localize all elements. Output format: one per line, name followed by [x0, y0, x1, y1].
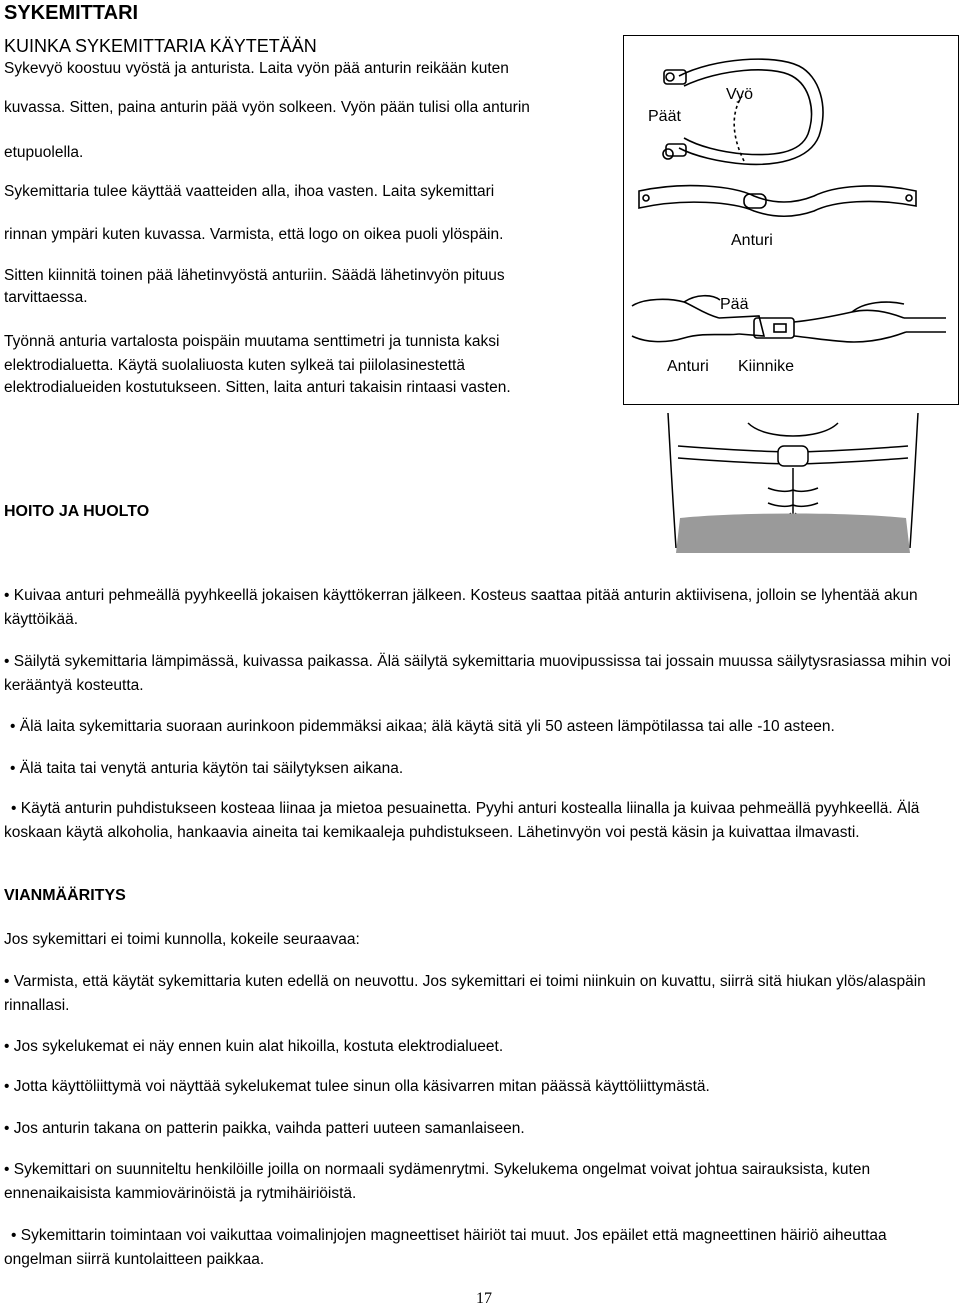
intro-line: Sykemittaria tulee käyttää vaatteiden alla, ihoa vasten. Laita sykemittari: [4, 183, 495, 200]
label-paa: Pää: [720, 296, 749, 313]
care-item: • Kuivaa anturi pehmeällä pyyhkeellä jokaisen käyttökerran jälkeen. Kosteus saattaa pitää anturin aktiivisena, jolloin se lyhentää akun käyttöikää.: [4, 587, 918, 628]
troubleshooting-heading: VIANMÄÄRITYS: [4, 887, 126, 904]
troubleshooting-item: • Jos sykelukemat ei näy ennen kuin alat hikoilla, kostuta elektrodialueet.: [4, 1038, 504, 1055]
troubleshooting-item: • Sykemittarin toimintaan voi vaikuttaa voimalinjojen magneettiset häiriöt tai muut. Jos epäilet että magneettinen häiriö aiheuttaa ongelman siirrä kuntolaitteen paikkaa.: [4, 1227, 887, 1268]
page-number: 17: [476, 1290, 492, 1307]
label-kiinnike: Kiinnike: [738, 358, 795, 375]
intro-line: Työnnä anturia vartalosta poispäin muutama senttimetri ja tunnista kaksi: [4, 333, 500, 350]
page-title: SYKEMITTARI: [4, 2, 139, 24]
intro-line: Sykevyö koostuu vyöstä ja anturista. Laita vyön pää anturin reikään kuten: [4, 60, 509, 77]
troubleshooting-item: • Varmista, että käytät sykemittaria kuten edellä on neuvottu. Jos sykemittari ei toimi niinkuin on kuvattu, siirrä sitä hiukan ylös/alaspäin rinnallasi.: [4, 973, 926, 1014]
troubleshooting-item: • Jotta käyttöliittymä voi näyttää sykelukemat tulee sinun olla käsivarren mitan päässä käyttöliittymästä.: [4, 1078, 710, 1095]
label-vyo: Vyö: [726, 86, 753, 103]
care-item: • Käytä anturin puhdistukseen kosteaa liinaa ja mietoa pesuainetta. Pyyhi anturi kostealla liinalla ja kuivaa pehmeällä pyyhkeellä. Älä koskaan käytä alkoholia, hankaavia aineita tai kemikaaleja puhdistukseen. Lähetinvyön voi pestä käsin ja kuivattaa ilmavasti.: [4, 800, 920, 841]
intro-line: tarvittaessa.: [4, 289, 88, 306]
intro-line: Sitten kiinnitä toinen pää lähetinvyöstä anturiin. Säädä lähetinvyön pituus: [4, 267, 505, 284]
troubleshooting-item: • Jos anturin takana on patterin paikka, vaihda patteri uuteen samanlaiseen.: [4, 1120, 525, 1137]
belt-illustration: [624, 36, 957, 403]
intro-line: elektrodialuetta. Käytä suolaliuosta kuten sylkeä tai piilolasinestettä: [4, 357, 465, 374]
section-subtitle: KUINKA SYKEMITTARIA KÄYTETÄÄN: [4, 36, 317, 56]
care-item: • Säilytä sykemittaria lämpimässä, kuivassa paikassa. Älä säilytä sykemittaria muovipussissa tai jossain muussa säilytysrasiassa mihin voi kerääntyä kosteutta.: [4, 653, 951, 694]
intro-line: kuvassa. Sitten, paina anturin pää vyön solkeen. Vyön pään tulisi olla anturin: [4, 99, 530, 116]
label-anturi: Anturi: [667, 358, 709, 375]
intro-line: rinnan ympäri kuten kuvassa. Varmista, että logo on oikea puoli ylöspäin.: [4, 226, 504, 243]
intro-line: etupuolella.: [4, 144, 84, 161]
care-heading: HOITO JA HUOLTO: [4, 503, 150, 520]
troubleshooting-item: • Sykemittari on suunniteltu henkilöille joilla on normaali sydämenrytmi. Sykelukema ongelmat voivat johtua sairauksista, kuten ennenaikaisista kammiovärinöistä ja rytmihäiriöistä.: [4, 1161, 871, 1202]
intro-line: elektrodialueiden kostutukseen. Sitten, laita anturi takaisin rintaasi vasten.: [4, 379, 511, 396]
label-anturi: Anturi: [731, 232, 773, 249]
troubleshooting-intro: Jos sykemittari ei toimi kunnolla, kokeile seuraavaa:: [4, 931, 360, 948]
torso-illustration: [628, 408, 958, 553]
care-item: • Älä taita tai venytä anturia käytön tai säilytyksen aikana.: [10, 760, 404, 777]
label-paat: Päät: [648, 108, 681, 125]
belt-figure: [623, 35, 959, 405]
care-item: • Älä laita sykemittaria suoraan aurinkoon pidemmäksi aikaa; älä käytä sitä yli 50 asteen lämpötilassa tai alle -10 asteen.: [10, 718, 835, 735]
